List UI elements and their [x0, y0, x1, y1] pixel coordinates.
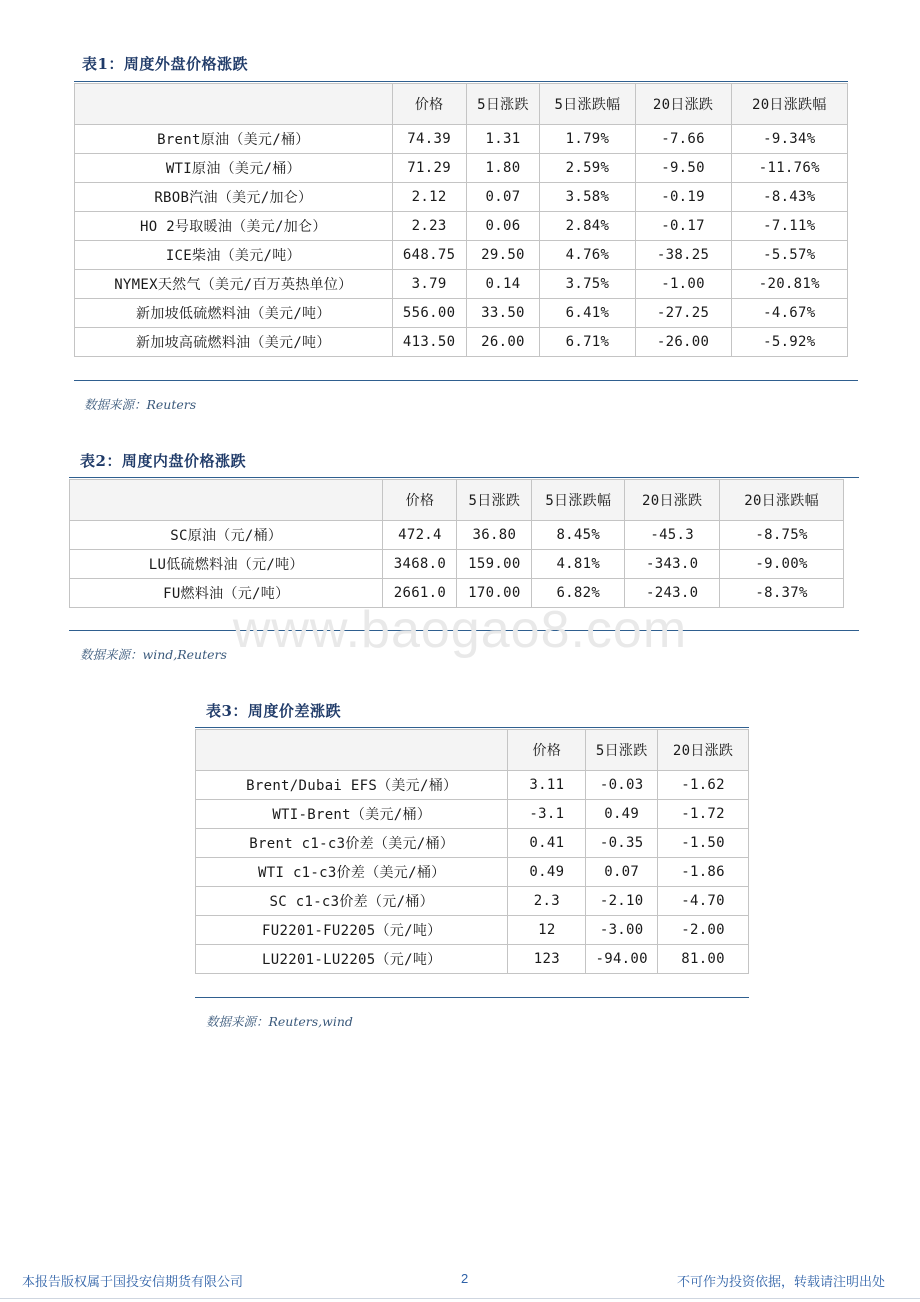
row-label: ICE柴油（美元/吨） — [75, 241, 393, 270]
table3-title: 表3：周度价差涨跌 — [206, 702, 341, 720]
row-label: Brent/Dubai EFS（美元/桶） — [196, 771, 508, 800]
value-cell: 3.75% — [540, 270, 635, 299]
value-cell: 2661.0 — [383, 579, 457, 608]
value-cell: -3.00 — [586, 916, 658, 945]
table-row — [70, 550, 844, 579]
row-label: HO 2号取暖油（美元/加仑） — [75, 212, 393, 241]
table2-header-cell: 5日涨跌 — [457, 480, 532, 521]
value-cell: -1.00 — [635, 270, 731, 299]
value-cell: 0.14 — [466, 270, 540, 299]
value-cell: -7.66 — [635, 125, 731, 154]
value-cell: -243.0 — [625, 579, 720, 608]
value-cell: 26.00 — [466, 328, 540, 357]
table-row — [196, 800, 749, 829]
table1 — [74, 83, 848, 357]
value-cell: -1.62 — [658, 771, 749, 800]
table-row — [196, 829, 749, 858]
value-cell: 0.07 — [466, 183, 540, 212]
table-row — [75, 328, 848, 357]
table1-header-cell: 5日涨跌幅 — [540, 84, 635, 125]
value-cell: 1.79% — [540, 125, 635, 154]
table-row — [196, 858, 749, 887]
row-label: SC c1-c3价差（元/桶） — [196, 887, 508, 916]
table3-header-cell: 20日涨跌 — [658, 730, 749, 771]
value-cell: 3.58% — [540, 183, 635, 212]
table2-header-cell — [70, 480, 383, 521]
row-label: LU低硫燃料油（元/吨） — [70, 550, 383, 579]
table2-header-cell: 20日涨跌幅 — [720, 480, 844, 521]
table-row — [75, 299, 848, 328]
table2-header-cell: 价格 — [383, 480, 457, 521]
value-cell: 4.76% — [540, 241, 635, 270]
value-cell: -11.76% — [731, 154, 847, 183]
table1-header-cell: 20日涨跌幅 — [731, 84, 847, 125]
table-row — [75, 154, 848, 183]
value-cell: 0.49 — [586, 800, 658, 829]
row-label: WTI原油（美元/桶） — [75, 154, 393, 183]
row-label: SC原油（元/桶） — [70, 521, 383, 550]
value-cell: -5.57% — [731, 241, 847, 270]
watermark: www.baogao8.com — [232, 601, 688, 659]
value-cell: 74.39 — [392, 125, 466, 154]
table-row — [75, 270, 848, 299]
table-row — [196, 887, 749, 916]
value-cell: -9.34% — [731, 125, 847, 154]
value-cell: 3.79 — [392, 270, 466, 299]
value-cell: -3.1 — [508, 800, 586, 829]
value-cell: -0.19 — [635, 183, 731, 212]
value-cell: -0.03 — [586, 771, 658, 800]
value-cell: 2.59% — [540, 154, 635, 183]
value-cell: 159.00 — [457, 550, 532, 579]
value-cell: -8.37% — [720, 579, 844, 608]
value-cell: 170.00 — [457, 579, 532, 608]
value-cell: 4.81% — [532, 550, 625, 579]
row-label: RBOB汽油（美元/加仑） — [75, 183, 393, 212]
value-cell: -0.35 — [586, 829, 658, 858]
value-cell: -4.67% — [731, 299, 847, 328]
table3-source: 数据来源：Reuters,wind — [206, 1014, 353, 1029]
value-cell: -1.72 — [658, 800, 749, 829]
value-cell: -20.81% — [731, 270, 847, 299]
table3-header-cell: 5日涨跌 — [586, 730, 658, 771]
value-cell: -0.17 — [635, 212, 731, 241]
value-cell: 2.23 — [392, 212, 466, 241]
row-label: WTI-Brent（美元/桶） — [196, 800, 508, 829]
table1-header-cell — [75, 84, 393, 125]
value-cell: 36.80 — [457, 521, 532, 550]
row-label: FU2201-FU2205（元/吨） — [196, 916, 508, 945]
table2-top-rule — [69, 477, 859, 478]
table1-top-rule — [74, 81, 848, 82]
value-cell: 71.29 — [392, 154, 466, 183]
value-cell: 81.00 — [658, 945, 749, 974]
value-cell: -1.50 — [658, 829, 749, 858]
value-cell: 33.50 — [466, 299, 540, 328]
table2-source: 数据来源：wind,Reuters — [80, 647, 227, 662]
value-cell: 556.00 — [392, 299, 466, 328]
value-cell: 29.50 — [466, 241, 540, 270]
table3-header-row — [196, 730, 749, 771]
value-cell: -94.00 — [586, 945, 658, 974]
value-cell: 413.50 — [392, 328, 466, 357]
value-cell: 472.4 — [383, 521, 457, 550]
row-label: WTI c1-c3价差（美元/桶） — [196, 858, 508, 887]
table3-bottom-rule — [195, 997, 749, 998]
value-cell: 6.82% — [532, 579, 625, 608]
footer-divider — [0, 1298, 920, 1299]
value-cell: 6.71% — [540, 328, 635, 357]
table-row — [75, 241, 848, 270]
row-label: Brent c1-c3价差（美元/桶） — [196, 829, 508, 858]
table-row — [70, 579, 844, 608]
table2-header-cell: 20日涨跌 — [625, 480, 720, 521]
table3-top-rule — [195, 727, 749, 728]
value-cell: 0.49 — [508, 858, 586, 887]
table2-bottom-rule — [69, 630, 859, 631]
value-cell: -343.0 — [625, 550, 720, 579]
value-cell: 2.12 — [392, 183, 466, 212]
value-cell: 0.06 — [466, 212, 540, 241]
value-cell: -1.86 — [658, 858, 749, 887]
table3 — [195, 729, 749, 974]
footer-disclaimer: 不可作为投资依据，转载请注明出处 — [677, 1274, 886, 1289]
value-cell: 6.41% — [540, 299, 635, 328]
table-row — [196, 945, 749, 974]
value-cell: 8.45% — [532, 521, 625, 550]
row-label: FU燃料油（元/吨） — [70, 579, 383, 608]
table-row — [196, 771, 749, 800]
value-cell: 0.07 — [586, 858, 658, 887]
table1-header-cell: 价格 — [392, 84, 466, 125]
value-cell: -2.00 — [658, 916, 749, 945]
row-label: Brent原油（美元/桶） — [75, 125, 393, 154]
row-label: 新加坡低硫燃料油（美元/吨） — [75, 299, 393, 328]
table-row — [75, 183, 848, 212]
value-cell: -9.50 — [635, 154, 731, 183]
value-cell: 648.75 — [392, 241, 466, 270]
value-cell: -9.00% — [720, 550, 844, 579]
value-cell: 1.31 — [466, 125, 540, 154]
value-cell: -27.25 — [635, 299, 731, 328]
footer-copyright: 本报告版权属于国投安信期货有限公司 — [22, 1274, 244, 1289]
value-cell: -4.70 — [658, 887, 749, 916]
table-row — [75, 125, 848, 154]
table2-header-cell: 5日涨跌幅 — [532, 480, 625, 521]
row-label: LU2201-LU2205（元/吨） — [196, 945, 508, 974]
value-cell: 123 — [508, 945, 586, 974]
value-cell: -2.10 — [586, 887, 658, 916]
table2-title: 表2：周度内盘价格涨跌 — [80, 452, 246, 470]
value-cell: 3468.0 — [383, 550, 457, 579]
table1-header-cell: 5日涨跌 — [466, 84, 540, 125]
value-cell: 0.41 — [508, 829, 586, 858]
table2-header-row — [70, 480, 844, 521]
row-label: NYMEX天然气（美元/百万英热单位） — [75, 270, 393, 299]
row-label: 新加坡高硫燃料油（美元/吨） — [75, 328, 393, 357]
table2 — [69, 479, 844, 608]
value-cell: 2.3 — [508, 887, 586, 916]
value-cell: 1.80 — [466, 154, 540, 183]
value-cell: 3.11 — [508, 771, 586, 800]
table3-header-cell: 价格 — [508, 730, 586, 771]
table-row — [75, 212, 848, 241]
value-cell: -38.25 — [635, 241, 731, 270]
table-row — [196, 916, 749, 945]
value-cell: -7.11% — [731, 212, 847, 241]
value-cell: 12 — [508, 916, 586, 945]
value-cell: 2.84% — [540, 212, 635, 241]
value-cell: -5.92% — [731, 328, 847, 357]
value-cell: -8.75% — [720, 521, 844, 550]
table1-header-cell: 20日涨跌 — [635, 84, 731, 125]
table-row — [70, 521, 844, 550]
table1-header-row — [75, 84, 848, 125]
table1-bottom-rule — [74, 380, 858, 381]
table3-header-cell — [196, 730, 508, 771]
footer-page-number: 2 — [461, 1271, 469, 1286]
value-cell: -8.43% — [731, 183, 847, 212]
table1-source: 数据来源：Reuters — [84, 397, 197, 412]
table1-title: 表1：周度外盘价格涨跌 — [82, 55, 248, 73]
value-cell: -26.00 — [635, 328, 731, 357]
value-cell: -45.3 — [625, 521, 720, 550]
